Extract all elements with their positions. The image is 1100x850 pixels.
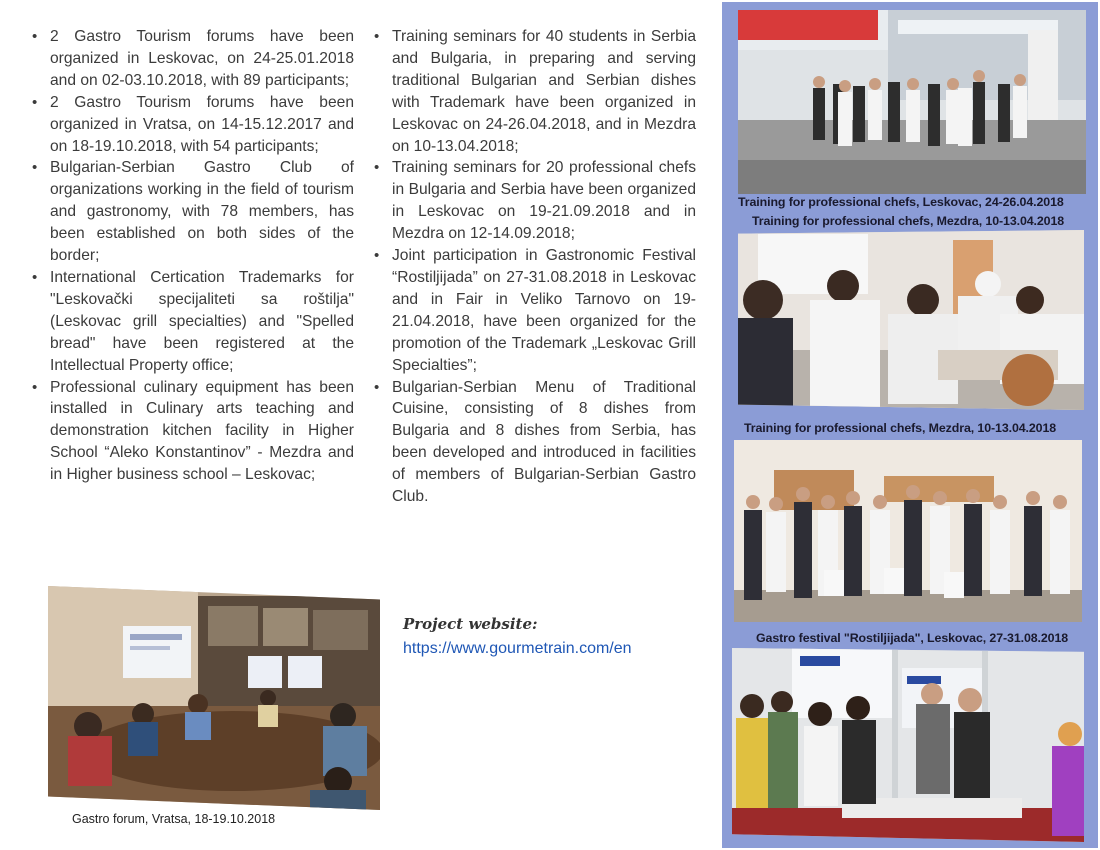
gastro-forum-caption: Gastro forum, Vratsa, 18-19.10.2018 [72,812,276,826]
project-website-label: Project website: [403,615,538,633]
list-item: • Professional culinary equipment has been installed in Culinary arts teaching and demonstration kitchen facility in Higher School “Aleko Konstantinov” - Mezdra and in Higher business school – Leskovac; [30,377,354,487]
list-item: • Bulgarian-Serbian Gastro Club of organizations working in the field of tourism and gastronomy, with 78 members, has been established on both sides of the border; [30,157,354,267]
photo-caption-4: Gastro festival "Rostiljijada", Leskovac, 27-31.08.2018 [756,631,1069,645]
list-item: • Bulgarian-Serbian Menu of Traditional Cuisine, consisting of 8 dishes from Bulgaria and 8 dishes from Serbia, has been developed and introduced in facilities of members of Bulgarian-Serbian Gastro Club. [372,377,696,508]
photo-caption-3: Training for professional chefs, Mezdra, 10-13.04.2018 [744,421,1057,435]
gastro-festival-photo [732,648,1084,842]
photo-caption-1: Training for professional chefs, Leskovac, 24-26.04.2018 [738,195,1064,209]
training-photo-mezdra-group [734,440,1082,622]
left-bullet-list [30,26,354,486]
list-item: • 2 Gastro Tourism forums have been organized in Vratsa, on 14-15.12.2017 and on 18-19.10.2018, with 54 participants; [30,92,354,158]
middle-bullet-list [372,26,696,508]
gastro-forum-photo [48,586,380,810]
list-item: • Joint participation in Gastronomic Festival “Rostiljijada” on 27-31.08.2018 in Leskovac and in Fair in Veliko Tarnovo on 19-21.04.2018, have been organized for the promotion of the Trademark „Leskovac Grill Specialties”; [372,245,696,376]
list-item: • Training seminars for 20 professional chefs in Bulgaria and Serbia have been organized in Leskovac on 19-21.09.2018 and in Mezdra on 12-14.09.2018; [372,157,696,245]
list-item: • Training seminars for 40 students in Serbia and Bulgaria, in preparing and serving traditional Bulgarian and Serbian dishes with Trademark have been organized in Leskovac on 24-26.04.2018, and in Mezdra on 10-13.04.2018; [372,26,696,157]
training-photo-mezdra-kitchen [738,230,1084,410]
list-item: • 2 Gastro Tourism forums have been organized in Leskovac, on 24-25.01.2018 and on 02-03.10.2018, with 89 participants; [30,26,354,92]
list-item: • International Certication Trademarks for "Leskovački specijaliteti sa roštilja" (Leskovac grill specialties) and "Spelled bread" have been registered at the Intellectual Property office; [30,267,354,377]
training-photo-leskovac [738,10,1086,194]
project-website-link[interactable]: https://www.gourmetrain.com/en [403,640,632,657]
photo-caption-2: Training for professional chefs, Mezdra, 10-13.04.2018 [752,214,1065,228]
photo-panel [722,2,1098,848]
